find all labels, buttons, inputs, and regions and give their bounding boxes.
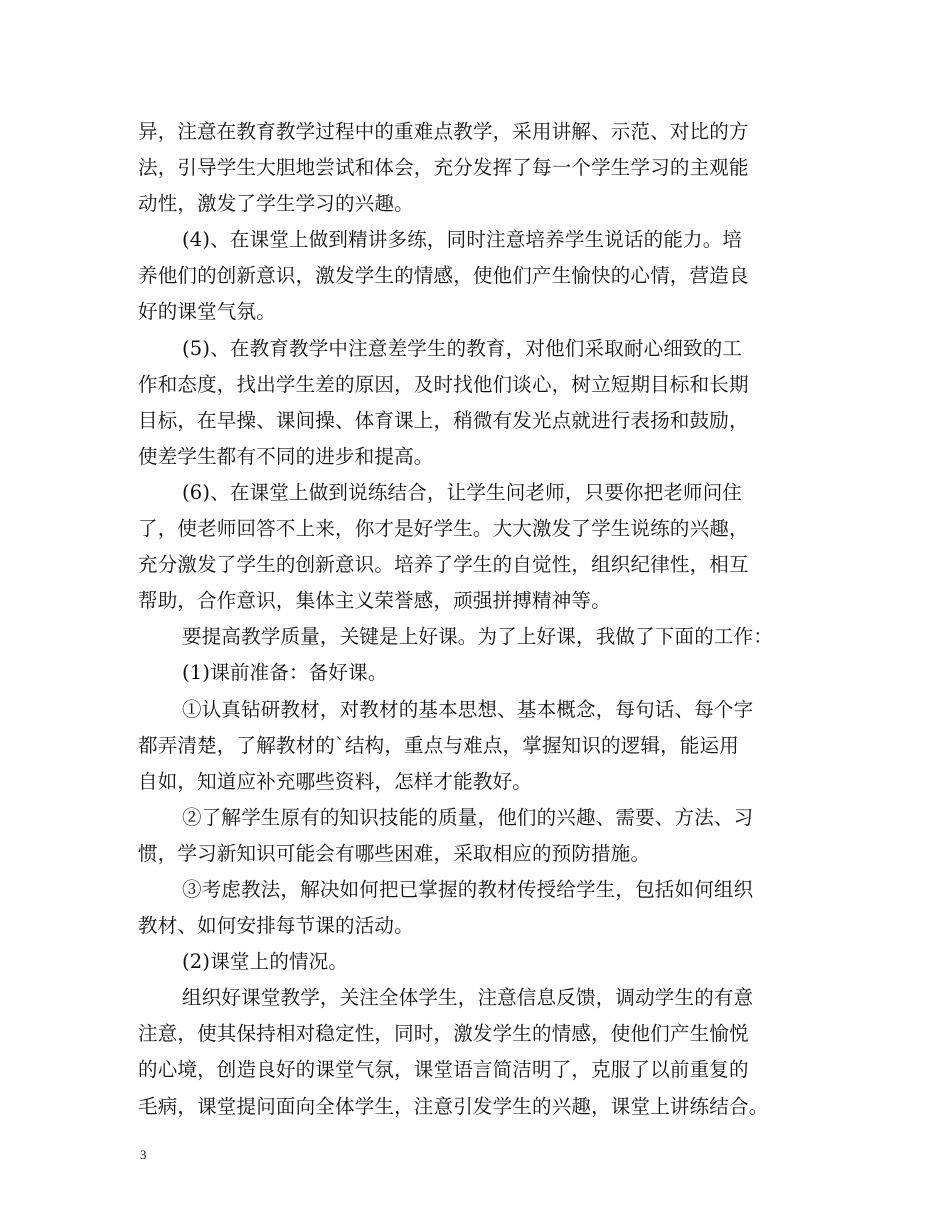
- paragraph-start-line: 要提高教学质量，关键是上好课。为了上好课，我做了下面的工作：: [182, 625, 774, 649]
- text-line: 自如，知道应补充哪些资料，怎样才能教好。: [138, 769, 533, 793]
- paragraph-start-line: ①认真钻研教材，对教材的基本思想、基本概念，每句话、每个字: [182, 697, 754, 721]
- text-line: 教材、如何安排每节课的活动。: [138, 914, 414, 938]
- text-line: 法，引导学生大胆地尝试和体会，充分发挥了每一个学生学习的主观能: [138, 156, 749, 180]
- text-line: 了，使老师回答不上来，你才是好学生。大大激发了学生说练的兴趣，: [138, 517, 749, 541]
- paragraph-start-line: ②了解学生原有的知识技能的质量，他们的兴趣、需要、方法、习: [182, 805, 754, 829]
- text-line: 的心境，创造良好的课堂气氛，课堂语言简洁明了，克服了以前重复的: [138, 1058, 749, 1082]
- text-line: 注意，使其保持相对稳定性，同时，激发学生的情感，使他们产生愉悦: [138, 1022, 749, 1046]
- page-number: 3: [140, 1147, 147, 1162]
- paragraph-start-line: ③考虑教法，解决如何把已掌握的教材传授给学生，包括如何组织: [182, 877, 754, 901]
- text-line: 养他们的创新意识，激发学生的情感，使他们产生愉快的心情，营造良: [138, 264, 749, 288]
- text-line: 都弄清楚，了解教材的`结构，重点与难点，掌握知识的逻辑，能运用: [138, 733, 739, 757]
- text-line: 好的课堂气氛。: [138, 300, 276, 324]
- text-line: 毛病，课堂提问面向全体学生，注意引发学生的兴趣，课堂上讲练结合。: [138, 1094, 769, 1118]
- text-line: 目标，在早操、课间操、体育课上，稍微有发光点就进行表扬和鼓励，: [138, 408, 749, 432]
- document-body: [138, 114, 838, 1125]
- section-heading-line: (1)课前准备：备好课。: [182, 661, 388, 685]
- paragraph-start-line: (5)、在教育教学中注意差学生的教育，对他们采取耐心细致的工: [182, 336, 743, 360]
- text-line: 异，注意在教育教学过程中的重难点教学，采用讲解、示范、对比的方: [138, 120, 749, 143]
- text-line: 充分激发了学生的创新意识。培养了学生的自觉性，组织纪律性，相互: [138, 553, 749, 577]
- paragraph-start-line: 组织好课堂教学，关注全体学生，注意信息反馈，调动学生的有意: [182, 986, 754, 1010]
- text-line: 惯，学习新知识可能会有哪些困难，采取相应的预防措施。: [138, 841, 651, 865]
- section-heading-line: (2)课堂上的情况。: [182, 950, 349, 974]
- text-line: 动性，激发了学生学习的兴趣。: [138, 192, 414, 216]
- text-line: 帮助，合作意识，集体主义荣誉感，顽强拼搏精神等。: [138, 589, 611, 613]
- paragraph-start-line: (4)、在课堂上做到精讲多练，同时注意培养学生说话的能力。培: [182, 228, 743, 252]
- text-line: 作和态度，找出学生差的原因，及时找他们谈心，树立短期目标和长期: [138, 372, 749, 396]
- text-line: 使差学生都有不同的进步和提高。: [138, 444, 434, 468]
- paragraph-start-line: (6)、在课堂上做到说练结合，让学生问老师，只要你把老师问住: [182, 480, 743, 504]
